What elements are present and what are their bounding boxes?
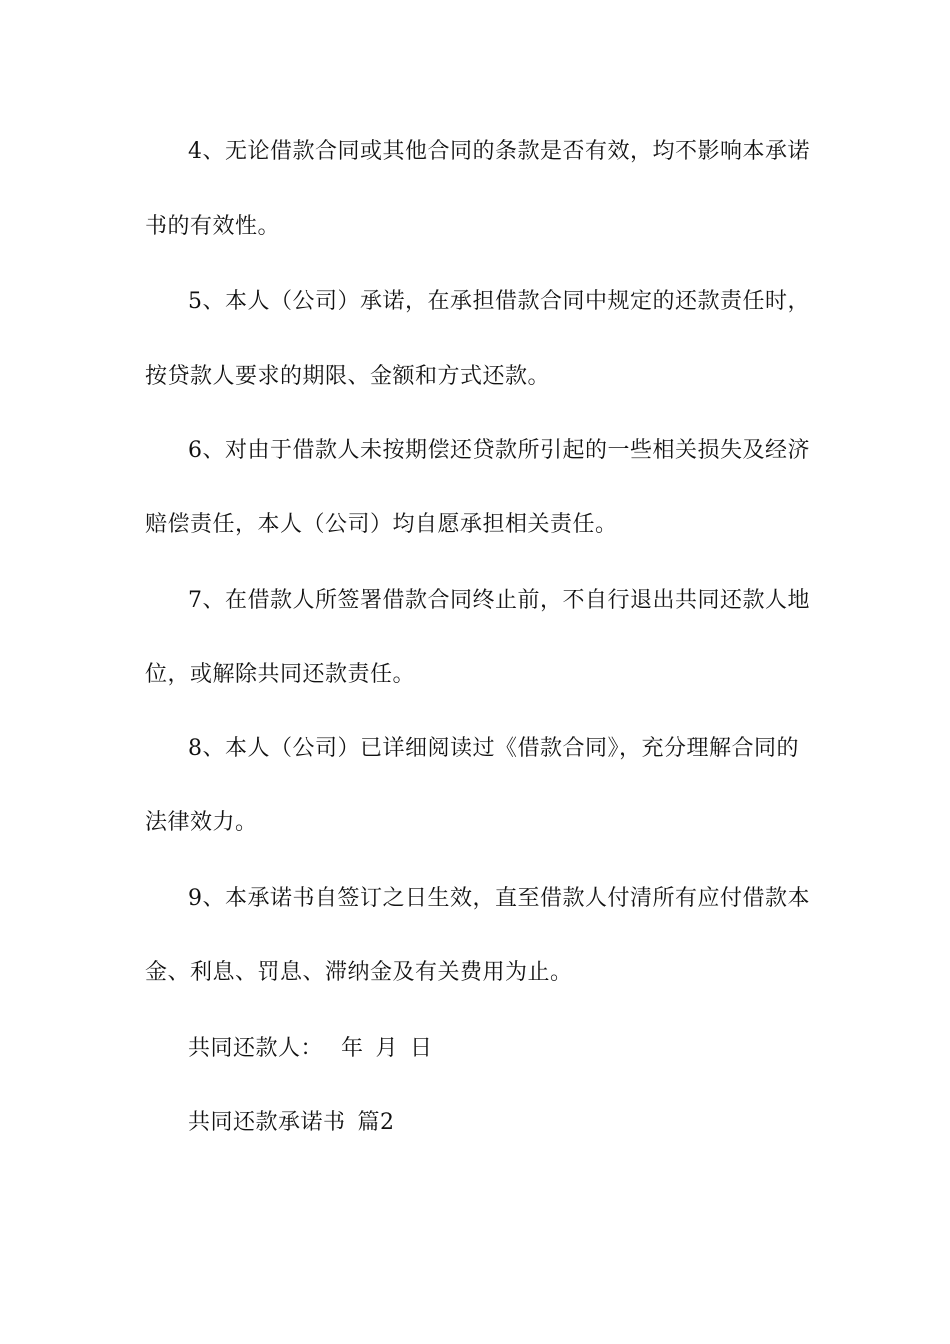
section-heading — [188, 1108, 395, 1138]
signature-month: 月 — [375, 1036, 399, 1061]
clause-8-line-2: 法律效力。 — [145, 810, 258, 835]
clause-7-line-1: 7、在借款人所签署借款合同终止前，不自行退出共同还款人地 — [188, 588, 810, 613]
clause-5-line-2: 按贷款人要求的期限、金额和方式还款。 — [145, 364, 551, 389]
clause-6-line-1: 6、对由于借款人未按期偿还贷款所引起的一些相关损失及经济 — [188, 438, 810, 463]
section-title: 共同还款承诺书 — [188, 1110, 346, 1135]
section-part: 篇2 — [357, 1110, 395, 1135]
clause-8-line-1: 8、本人（公司）已详细阅读过《借款合同》，充分理解合同的 — [188, 736, 799, 761]
clause-6-line-2: 赔偿责任，本人（公司）均自愿承担相关责任。 — [145, 512, 618, 537]
clause-9-line-1: 9、本承诺书自签订之日生效，直至借款人付清所有应付借款本 — [188, 886, 810, 911]
signature-label: 共同还款人： — [188, 1036, 324, 1061]
clause-4-line-2: 书的有效性。 — [145, 214, 281, 239]
clause-4-line-1: 4、无论借款合同或其他合同的条款是否有效，均不影响本承诺 — [188, 139, 810, 164]
signature-day: 日 — [410, 1036, 433, 1061]
signature-year: 年 — [341, 1036, 364, 1061]
clause-5-line-1: 5、本人（公司）承诺，在承担借款合同中规定的还款责任时， — [188, 289, 810, 314]
signature-line — [188, 1034, 433, 1064]
clause-9-line-2: 金、利息、罚息、滞纳金及有关费用为止。 — [145, 960, 573, 985]
clause-7-line-2: 位，或解除共同还款责任。 — [145, 662, 416, 687]
